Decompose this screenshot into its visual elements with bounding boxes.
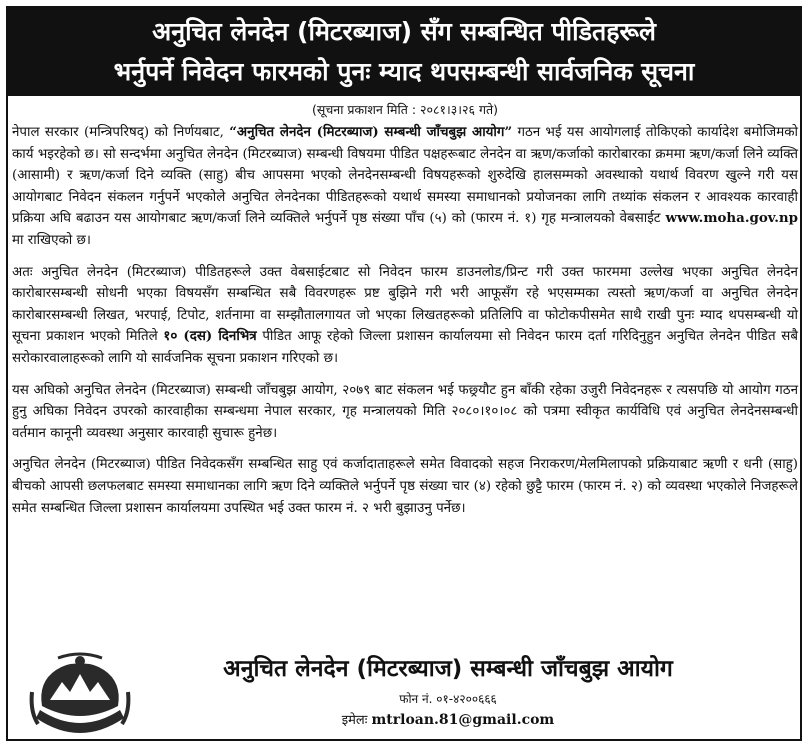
notice-footer — [8, 648, 800, 740]
deadline-bold: १० (दस) दिनभित्र — [163, 328, 257, 345]
paragraph-2 — [12, 262, 798, 370]
p2-text-a: अतः अनुचित लेनदेन (मिटरब्याज) पीडितहरूले उक्त वेबसाईटबाट सो निवेदन फारम डाउनलोड/प्रिन्ट गरी उक्त फारममा उल्लेख भएका अनुचित लेनदेन कारोबारसम्बन्धी सोधनी भएका विषयसँग सम्बन्धित सबै विवरणहरू प्रष्ट बुझिने गरी भरी आफूसँग रहे भएसम्मका त्यस्तो ऋण/कर्जा वा अनुचित लेनदेन कारोबारसम्बन्धी लिखत, भरपाई, टिपोट, शर्तनामा वा सम्झौतालगायत जो भएका लिखतहरूको प्रतिलिपि वा फोटोकपीसमेत साथै राखी पुनः म्याद थपसम्बन्धी यो सूचना प्रकाशन भएको मितिले — [12, 264, 798, 345]
footer-org-name: अनुचित लेनदेन (मिटरब्याज) सम्बन्धी जाँचबुझ आयोग — [223, 656, 673, 682]
header-title-line1: अनुचित लेनदेन (मिटरब्याज) सँग सम्बन्धित पीडितहरूले — [152, 17, 656, 46]
nepal-government-emblem-icon — [28, 652, 132, 736]
commission-name-bold: “अनुचित लेनदेन (मिटरब्याज) सम्बन्धी जाँचबुझ आयोग” — [229, 124, 513, 140]
footer-email-line — [148, 710, 748, 731]
notice-body — [12, 122, 798, 529]
p2-text-b: पीडित आफू रहेको जिल्ला प्रशासन कार्यालयमा सो निवेदन फारम दर्ता गरिदिनुहुन अनुचित लेनदेन पीडित सबै सरोकारवालाहरूको लागि यो सार्वजनिक सूचना प्रकाशन गरिएको छ। — [12, 329, 798, 366]
paragraph-1 — [12, 122, 798, 252]
p1-text-b: गठन भई यस आयोगलाई तोकिएको कार्यादेश बमोजिमको कार्य भइरहेको छ। सो सन्दर्भमा अनुचित लेनदेन (मिटरब्याज) सम्बन्धी विषयमा पीडित पक्षहरूबाट लेनदेन वा ऋण/कर्जाको कारोबारका क्रममा ऋण/कर्जा लिने व्यक्ति (आसामी) र ऋण/कर्जा दिने व्यक्ति (साहु) बीच आपसमा भएको लेनदेनसम्बन्धी विषयहरूको शुरुदेखि हालसम्मको अवस्थाको यथार्थ विवरण खुल्ने गरी यस आयोगबाट निवेदन संकलन गर्नुपर्ने भएकोले अनुचित लेनदेनका पीडितहरूको यथार्थ समस्या समाधानको प्रयोजनका लागि तथ्यांक संकलन र आवश्यक कारवाही प्रक्रिया अघि बढाउन यस आयोगबाट ऋण/कर्जा लिने व्यक्तिले भर्नुपर्ने पृष्ठ संख्या पाँच (५) को (फारम नं. १) गृह मन्त्रालयको वेबसाईट — [12, 125, 798, 227]
email-address-link[interactable]: mtrloan.81@gmail.com — [371, 712, 555, 728]
paragraph-3: यस अघिको अनुचित लेनदेन (मिटरब्याज) सम्बन्धी जाँचबुझ आयोग, २०७९ बाट संकलन भई फछ्र्यौट हुन बाँकी रहेका उजुरी निवेदनहरू र त्यसपछि यो आयोग गठन हुनु अघिका निवेदन उपरको कारवाहीका सम्बन्धमा नेपाल सरकार, गृह मन्त्रालयको मिति २०८०।१०।०८ को पत्रमा स्वीकृत कार्यविधि एवं अनुचित लेनदेनसम्बन्धी वर्तमान कानूनी व्यवस्था अनुसार कारवाही सुचारू हुनेछ। — [12, 382, 798, 441]
p1-text-a: नेपाल सरकार (मन्त्रिपरिषद्) को निर्णयबाट, — [12, 125, 230, 140]
notice-header — [8, 8, 800, 96]
paragraph-4: अनुचित लेनदेन (मिटरब्याज) पीडित निवेदकसँग सम्बन्धित साहु एवं कर्जादाताहरूले समेत विवादको सहज निराकरण/मेलमिलापको प्रक्रियाबाट ऋणी र धनी (साहु) बीचको आपसी छलफलबाट समस्या समाधानका लागि ऋण दिने व्यक्तिले भर्नुपर्ने पृष्ठ संख्या चार (४) रहेको छुट्टै फारम (फारम नं. २) को व्यवस्था भएकोले निजहरूले समेत सम्बन्धित जिल्ला प्रशासन कार्यालयमा उपस्थित भई उक्त फारम नं. २ भरी बुझाउनु पर्नेछ। — [12, 457, 798, 516]
footer-phone: फोन नं. ०१-४२००६६६ — [399, 692, 497, 706]
p1-text-c: मा राखिएको छ। — [12, 232, 91, 248]
moha-website-link[interactable]: www.moha.gov.np — [665, 210, 798, 227]
publish-date: (सूचना प्रकाशन मिति : २०८१।३।२६ गते) — [312, 102, 498, 117]
email-label: इमेलः — [341, 713, 372, 728]
header-title-line2: भर्नुपर्ने निवेदन फारमको पुनः म्याद थपसम्बन्धी सार्वजनिक सूचना — [113, 57, 695, 86]
